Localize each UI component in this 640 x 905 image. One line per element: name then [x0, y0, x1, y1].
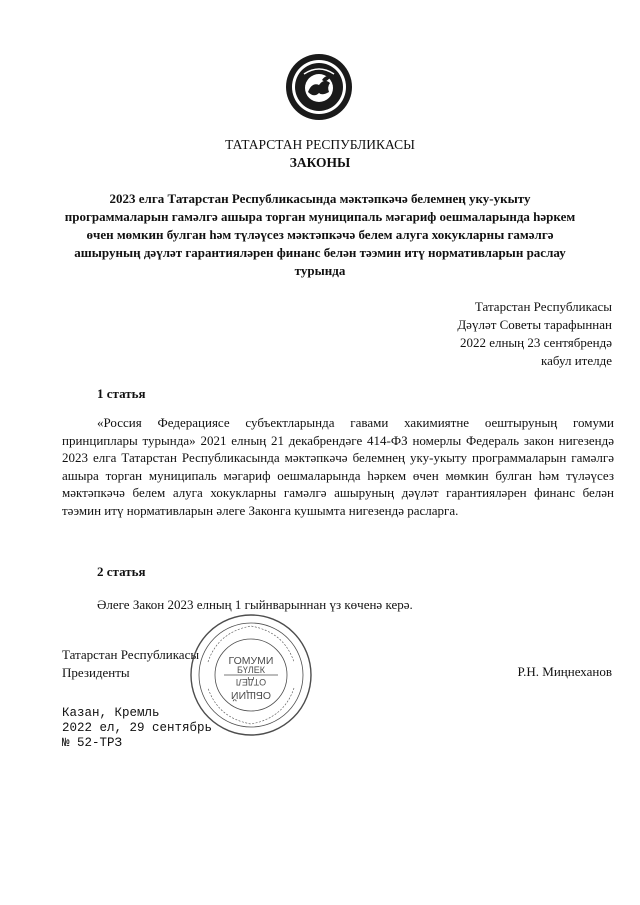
article-2-heading: 2 статья — [97, 564, 146, 579]
footer-place: Казан, Кремль — [62, 706, 160, 720]
adoption-line: 2022 елның 23 сентябрендә — [459, 335, 612, 350]
signatory-name: Р.Н. Миңнеханов — [517, 664, 612, 679]
adoption-line: Дәүләт Советы тарафыннан — [457, 317, 612, 332]
article-1-text: «Россия Федерациясе субъектларында гавами хакимиятне оештыруның гомуми принциплары турында» 2021 елның 21 декабрендәге 414-ФЗ номерлы Федераль закон нигезендә 2023 елга Татарстан Республикасында мәктәпкәчә белемнең уку-укыту программаларын гамәлгә ашыра торган муниципаль мәгариф оешмаларында һәркем өчен мөмкин булган һәм түләүсез мәктәпкәчә белем алуга хокукларны гамәлгә ашыруның дәүләт гарантияләрен финанс белән тәэмин итү нормативларын әлеге Законга кушымта нигезендә расларга. — [62, 415, 614, 518]
office-stamp-icon — [188, 612, 314, 738]
republic-name: ТАТАРСТАН РЕСПУБЛИКАСЫ — [225, 137, 415, 152]
signatory-line: Татарстан Республикасы — [62, 647, 200, 662]
law-label: ЗАКОНЫ — [289, 155, 351, 170]
adoption-note — [457, 298, 612, 370]
footer-date: 2022 ел, 29 сентябрь — [62, 721, 213, 735]
stamp-text: БҮЛЕК — [236, 665, 266, 675]
stamp-text: ОБЩИЙ — [231, 689, 271, 701]
document-header — [0, 136, 640, 172]
adoption-line: Татарстан Республикасы — [474, 299, 612, 314]
signatory-title — [62, 646, 199, 682]
article-1-heading: 1 статья — [97, 386, 146, 401]
article-2-text: Әлеге Закон 2023 елның 1 гыйнварыннан үз көченә керә. — [97, 597, 413, 612]
stamp-text: ОТДЕЛ — [235, 677, 267, 687]
law-title: 2023 елга Татарстан Республикасында мәктәпкәчә белемнең уку-укыту программаларын гамәлгә ашыра торган муниципаль мәгариф оешмаларында һәркем өчен мөмкин булган һәм түләүсез мәктәпкәчә белем алуга хокукларны гамәлгә ашыруның дәүләт гарантияләрен финанс белән тәэмин итү нормативларын раслау турында — [64, 191, 576, 278]
footer-number: № 52-ТРЗ — [62, 736, 123, 750]
stamp-text: ГОМУМИ — [228, 655, 274, 667]
signatory-line: Президенты — [62, 665, 130, 680]
tatarstan-emblem-icon — [284, 52, 354, 122]
adoption-line: кабул ителде — [541, 353, 612, 368]
